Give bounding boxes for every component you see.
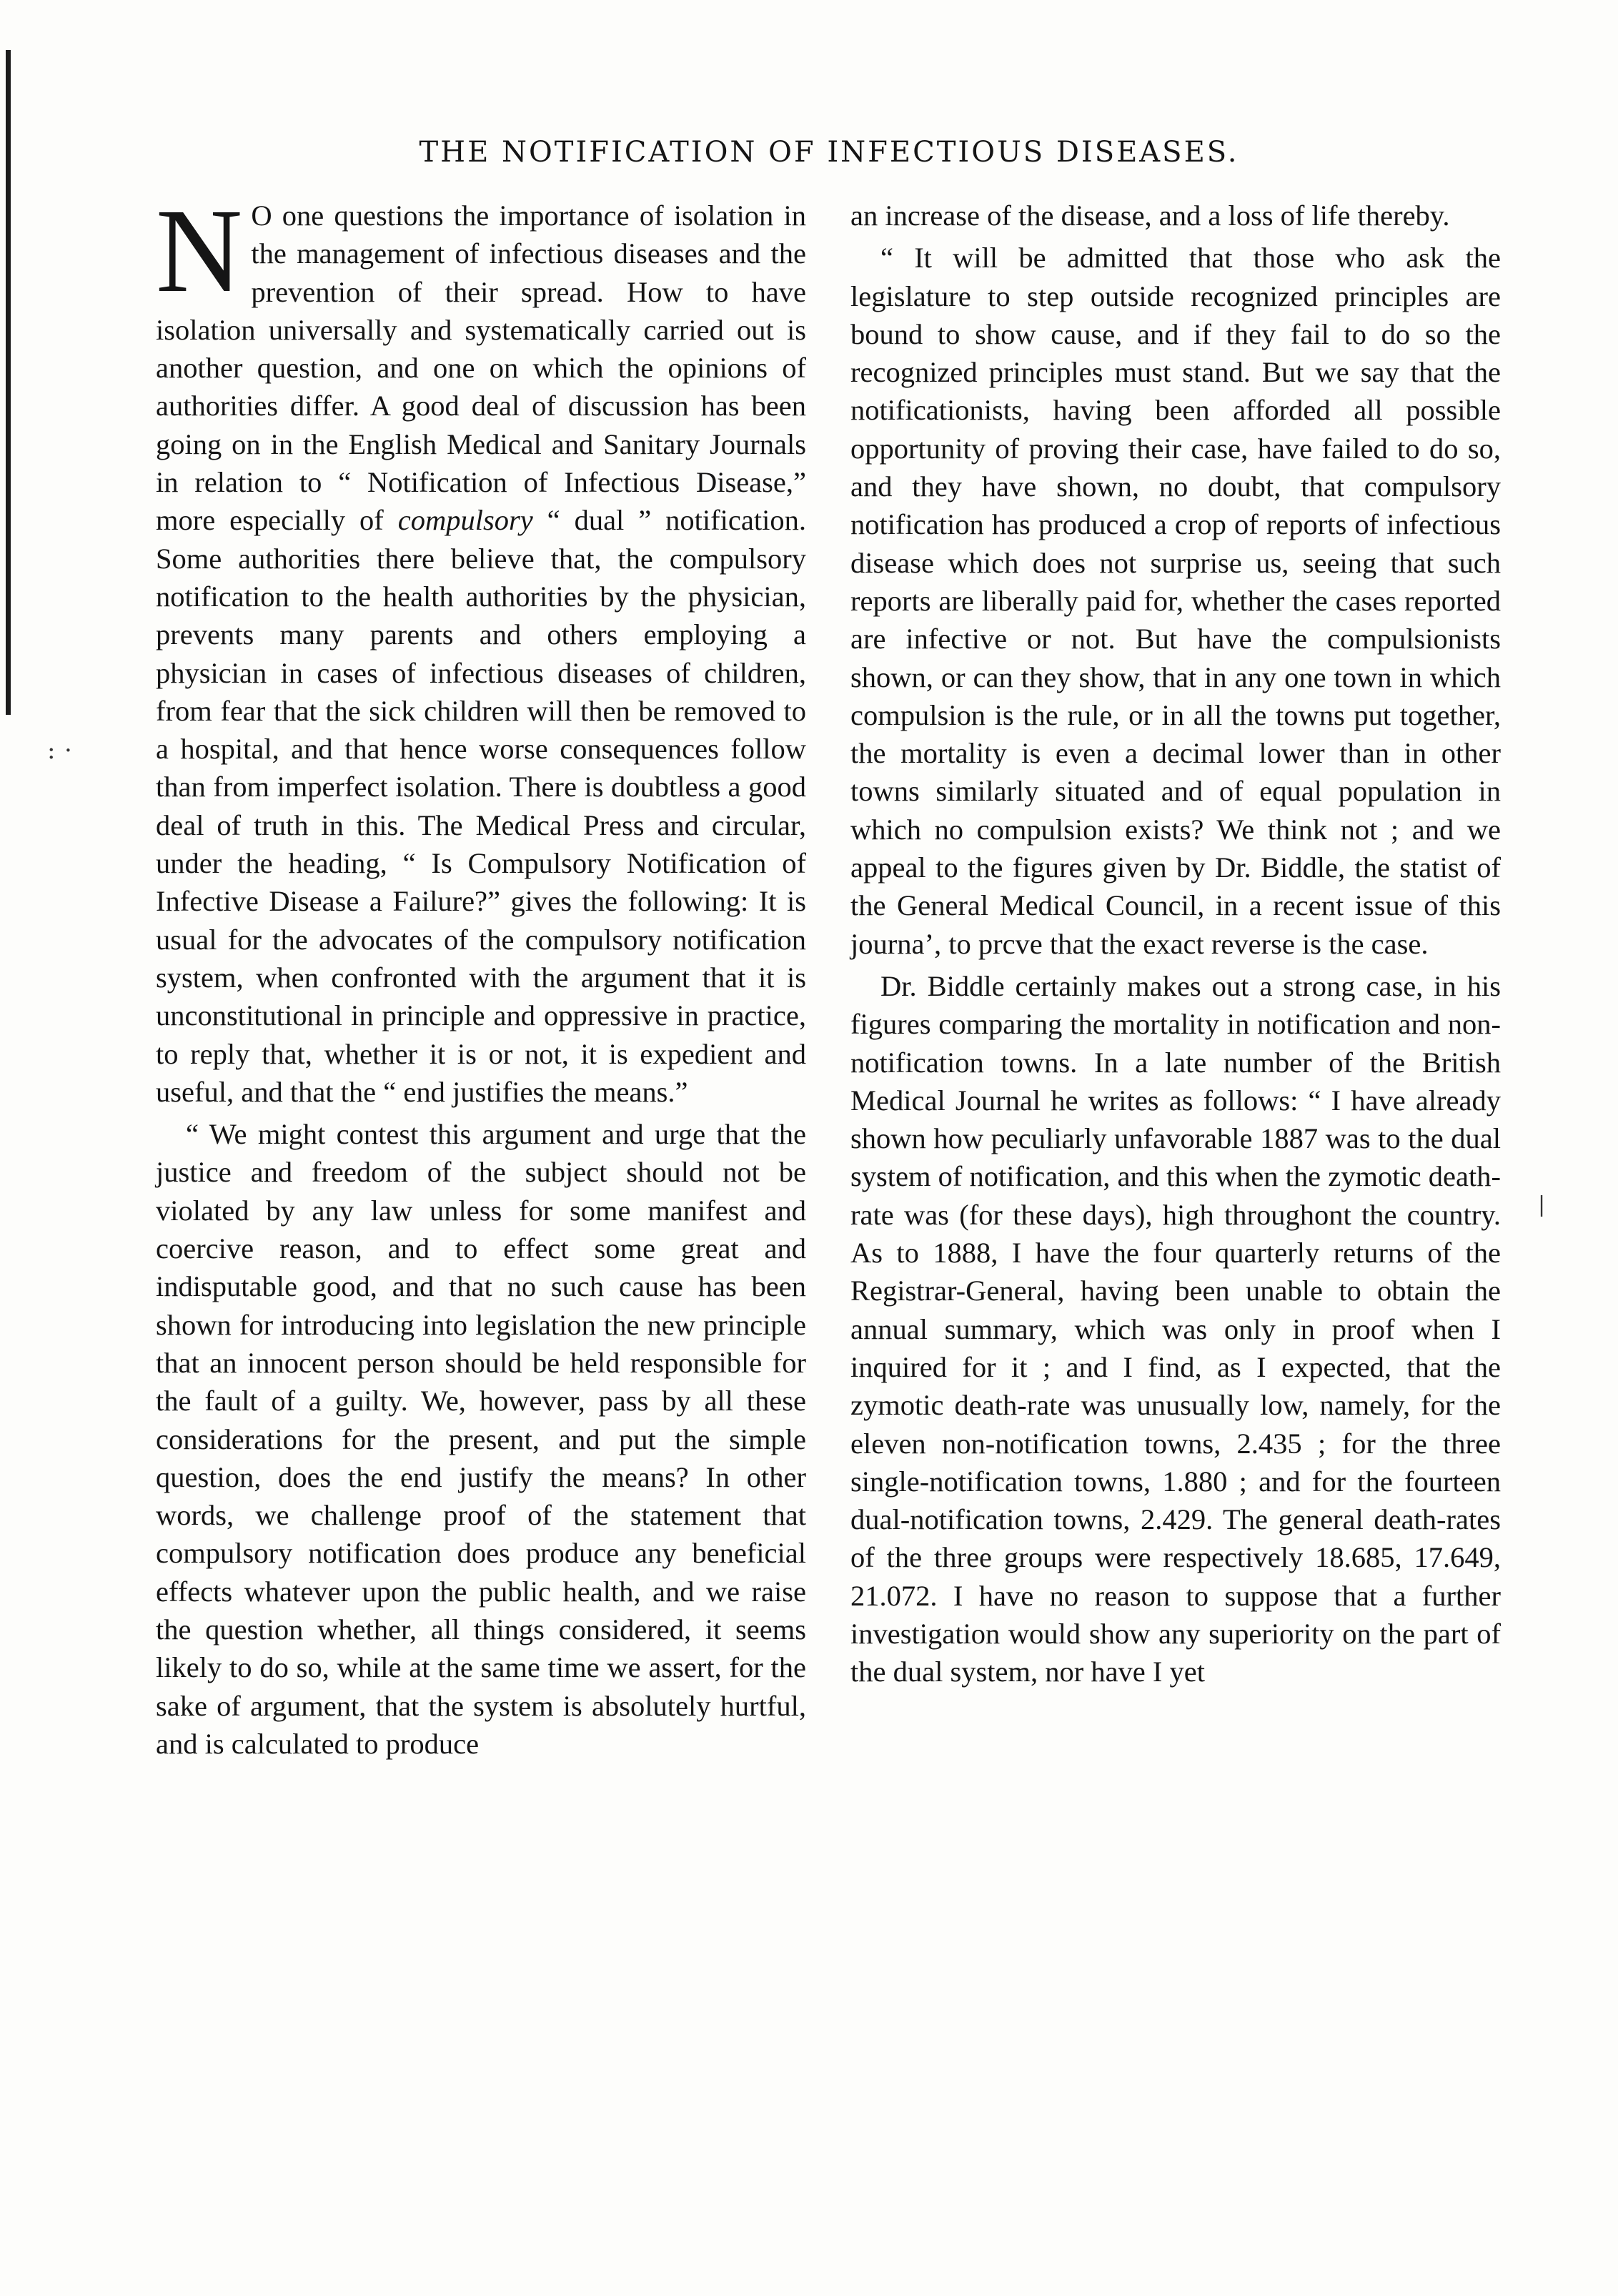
left-paragraph-1 [156, 184, 806, 1111]
left-paragraph-1-text-b: “ dual ” notification. Some authorities there believe that, the compulsory notification to the health authorities by the physician, prevents many parents and others employing a physician in cases of infectious diseases of children, from fear that the sick children will then be removed to a hospital, and that hence worse consequences follow than from imperfect isolation. There is doubtless a good deal of truth in this. The Medical Press and circular, under the heading, “ Is Compulsory Notification of Infective Disease a Failure?” gives the following: It is usual for the advocates of the compulsory notification system, when confronted with the argument that it is unconstitutional in principle and oppressive in practice, to reply that, whether it is or not, it is expedient and useful, and that the “ end justifies the means.” [156, 504, 806, 1108]
margin-dot-mark: · [64, 736, 72, 765]
margin-colon-mark: : [47, 736, 56, 765]
article-title: THE NOTIFICATION OF INFECTIOUS DISEASES. [419, 136, 1239, 169]
left-paragraph-1-text-a: O one questions the importance of isolation in the management of infectious diseases and the prevention of their spread. How to have isolation universally and systematically carried out is another question, and one on which the opinions of authorities differ. A good deal of discussion has been going on in the English Medical and Sanitary Journals in relation to “ Notification of Infectious Disease,” more especially of [156, 199, 806, 537]
left-column [156, 184, 806, 1763]
right-paragraph-3: Dr. Biddle certainly makes out a strong case, in his figures comparing the mortality in notification and non-notification towns. In a late number of the British Medical Journal he writes as follows: “ I have already shown how peculiarly unfavorable 1887 was to the dual system of notification, and this when the zymotic death-rate was (for these days), high throughont the country. As to 1888, I have the four quarterly returns of the Registrar-General, having been unable to obtain the annual summary, which was only in proof when I inquired for it ; and I find, as I expected, that the zymotic death-rate was unusually low, namely, for the eleven non-notification towns, 2.435 ; for the three single-notification towns, 1.880 ; and for the fourteen dual-notification towns, 2.429. The general death-rates of the three groups were respectively 18.685, 17.649, 21.072. I have no reason to suppose that a further investigation would show any superiority on the part of the dual system, nor have I yet [850, 969, 1501, 1688]
margin-scan-bar [6, 50, 11, 715]
margin-bar-mark: | [1538, 1192, 1546, 1217]
right-column [850, 197, 1501, 1691]
right-paragraph-2: “ It will be admitted that those who ask the legislature to step outside recognized principles are bound to show cause, and if they fail to do so the recognized principles must stand. But we say that the notificationists, having been afforded all possible opportunity of proving their case, have failed to do so, and they have shown, no doubt, that compulsory notification has produced a crop of reports of infectious disease which does not surprise us, seeing that such reports are liberally paid for, whether the cases reported are infective or not. But have the compulsionists shown, or can they show, that in any one town in which compulsion is the rule, or in all the towns put together, the mortality is even a decimal lower than in other towns similarly situated and of equal population in which no compulsion exists? We think not ; and we appeal to the figures given by Dr. Biddle, the statist of the General Medical Council, in a recent issue of this journa’, to prcve that the exact reverse is the case. [850, 242, 1501, 960]
emphasis-compulsory: compulsory [397, 504, 533, 537]
left-paragraph-2: “ We might contest this argument and urge that the justice and freedom of the subject should not be violated by any law unless for some manifest and coercive reason, and to effect some great and indisputable good, and that no such cause has been shown for introducing into legislation the new principle that an innocent person should be held responsible for the fault of a guilty. We, however, pass by all these considerations for the present, and put the simple question, does the end justify the means? In other words, we challenge proof of the statement that compulsory notification does produce any beneficial effects whatever upon the public health, and we raise the question whether, all things considered, it seems likely to do so, while at the same time we assert, for the sake of argument, that the system is absolutely hurtful, and is calculated to produce [156, 1118, 806, 1760]
drop-cap: N [156, 184, 243, 317]
right-paragraph-1: an increase of the disease, and a loss of life thereby. [850, 199, 1450, 232]
